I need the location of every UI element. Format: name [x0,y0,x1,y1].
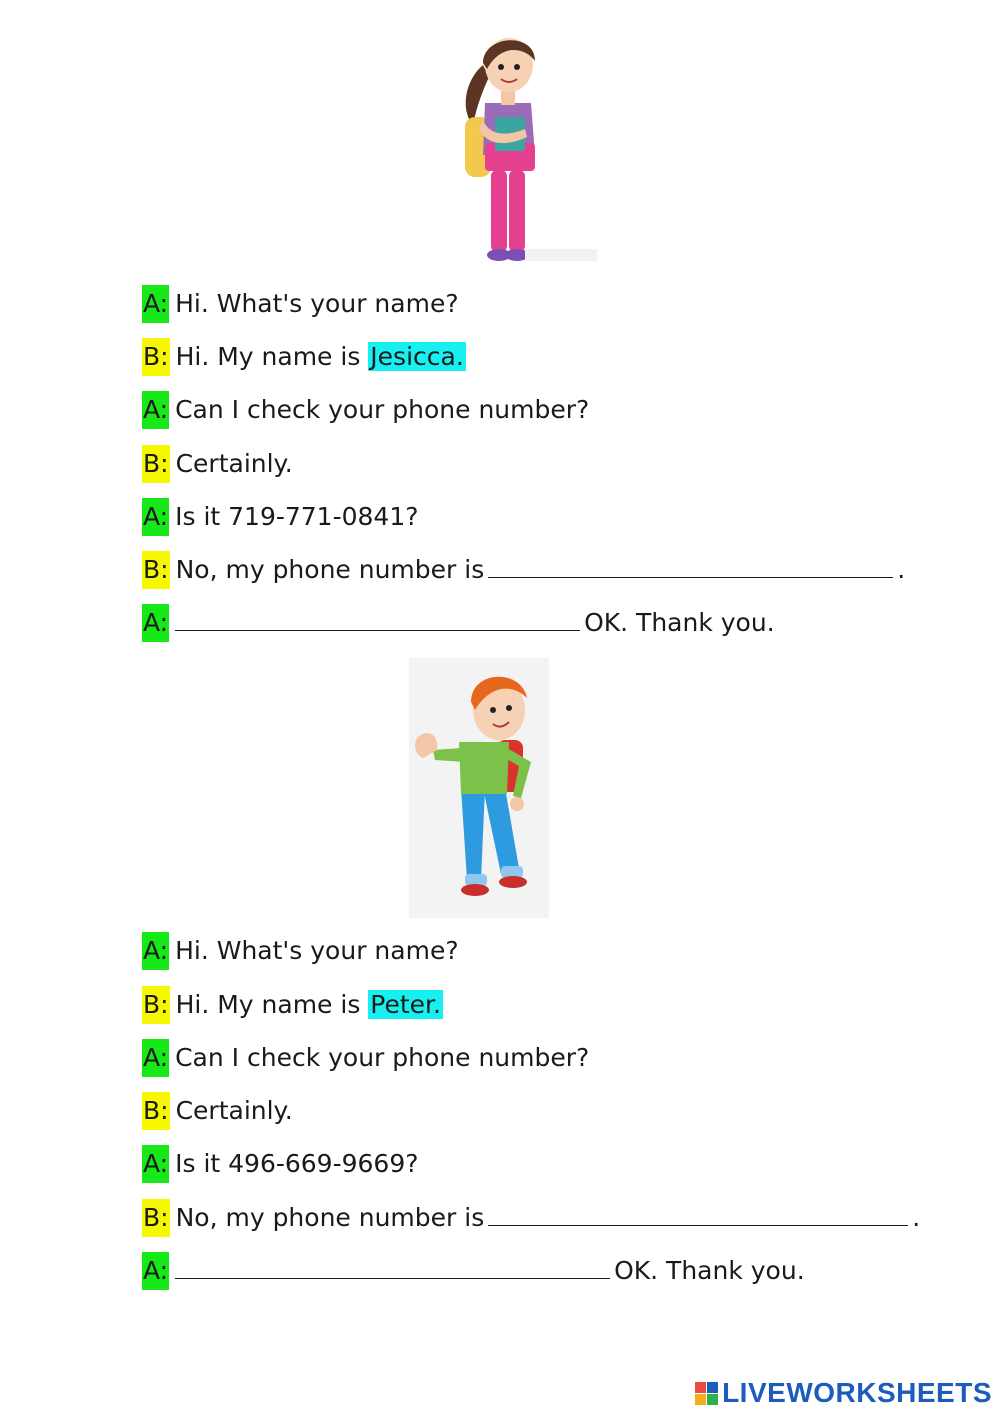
name-highlight: Peter. [370,990,441,1019]
line-text: Hi. My name is [175,342,369,371]
line-text: Can I check your phone number? [175,395,590,424]
line-text: . [912,1203,921,1232]
dialogue-line [142,1039,589,1077]
dialogue-line [142,445,293,483]
speaker-a-label: A: [142,1145,169,1183]
dialogue-line [142,285,459,323]
dialogue-line [142,1252,805,1290]
response-blank[interactable] [175,1254,610,1279]
speaker-b-label: B: [142,986,170,1024]
speaker-a-label: A: [142,391,169,429]
dialogue-line [142,498,419,536]
dialogue-line [142,932,459,970]
speaker-b-label: B: [142,1199,170,1237]
line-text: No, my phone number is [175,555,485,584]
response-blank[interactable] [175,606,580,631]
dialogue-line [142,551,905,589]
speaker-a-label: A: [142,604,169,642]
line-text: Is it 496-669-9669? [175,1149,419,1178]
line-text: Certainly. [175,1096,293,1125]
line-text: Hi. My name is [175,990,369,1019]
dialogue-line [142,338,466,376]
phone-answer-blank[interactable] [488,553,893,578]
speaker-b-label: B: [142,1092,170,1130]
speaker-a-label: A: [142,932,169,970]
phone-answer-blank[interactable] [488,1201,908,1226]
line-text: Hi. What's your name? [175,936,459,965]
liveworksheets-logo [695,1376,992,1410]
dialogue-line [142,1145,419,1183]
dialogue-line [142,986,443,1024]
brand-name: LIVEWORKSHEETS [722,1377,992,1408]
speaker-b-label: B: [142,445,170,483]
line-text: . [897,555,906,584]
line-text: Certainly. [175,449,293,478]
line-text: OK. Thank you. [614,1256,805,1285]
speaker-a-label: A: [142,1039,169,1077]
speaker-a-label: A: [142,285,169,323]
logo-grid-icon [695,1382,718,1405]
dialogue-line [142,1092,293,1130]
girl-illustration [455,25,605,270]
speaker-b-label: B: [142,338,170,376]
line-text: Hi. What's your name? [175,289,459,318]
name-highlight: Jesicca. [370,342,464,371]
line-text: Can I check your phone number? [175,1043,590,1072]
line-text: Is it 719-771-0841? [175,502,419,531]
speaker-b-label: B: [142,551,170,589]
line-text: No, my phone number is [175,1203,485,1232]
dialogue-line [142,1199,920,1237]
speaker-a-label: A: [142,1252,169,1290]
line-text: OK. Thank you. [584,608,775,637]
boy-illustration [409,658,549,918]
speaker-a-label: A: [142,498,169,536]
dialogue-line [142,391,589,429]
dialogue-line [142,604,775,642]
